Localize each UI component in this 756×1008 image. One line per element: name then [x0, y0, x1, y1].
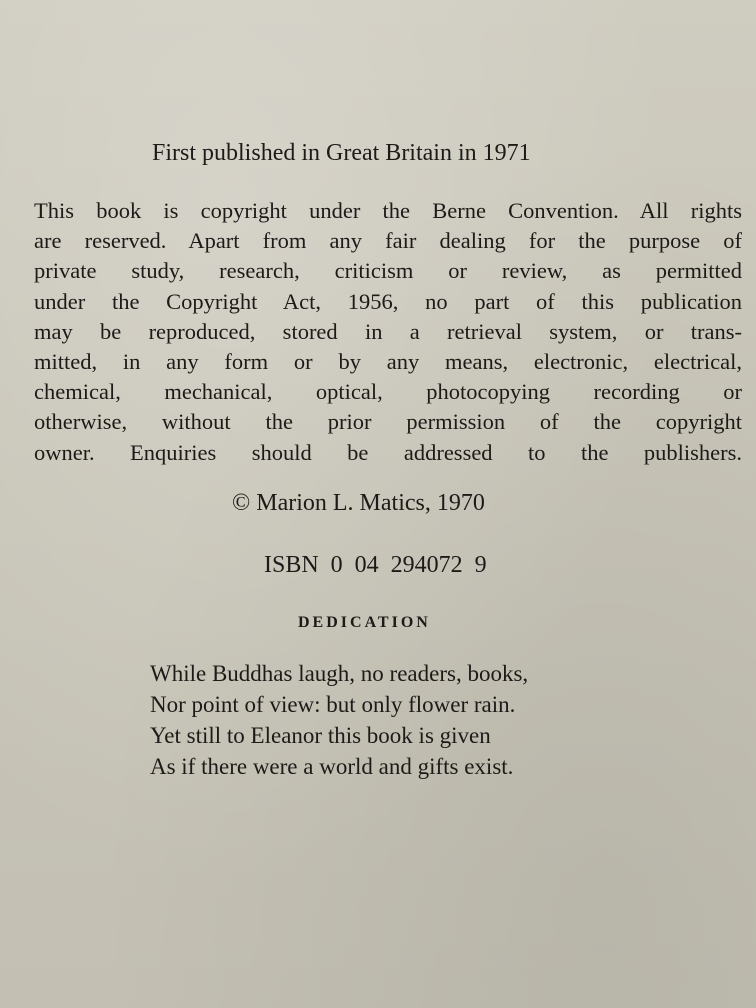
isbn-number: ISBN 0 04 294072 9	[264, 552, 487, 578]
show-through-text	[300, 795, 309, 837]
copyright-holder: © Marion L. Matics, 1970	[232, 490, 485, 516]
verse-line: Nor point of view: but only flower rain.	[150, 692, 516, 717]
verse-line: As if there were a world and gifts exist.	[150, 754, 514, 779]
verse-line: While Buddhas laugh, no readers, books,	[150, 661, 529, 686]
copyright-notice-line: This book is copyright under the Berne Convention. All rights	[34, 198, 742, 223]
copyright-notice	[34, 196, 742, 468]
copyright-notice-line: are reserved. Apart from any fair dealing for the purpose of	[34, 228, 742, 254]
copyright-notice-line: mitted, in any form or by any means, electronic, electrical,	[34, 349, 742, 375]
copyright-notice-line: otherwise, without the prior permission of the copyright	[34, 409, 742, 435]
dedication-verse	[150, 658, 528, 782]
verse-line: Yet still to Eleanor this book is given	[150, 723, 491, 748]
copyright-notice-line: chemical, mechanical, optical, photocopying recording or	[34, 379, 742, 405]
first-published-line: First published in Great Britain in 1971	[152, 140, 531, 166]
show-through-text	[40, 565, 52, 618]
dedication-heading: DEDICATION	[298, 614, 431, 631]
show-through-text	[500, 480, 513, 539]
copyright-notice-line: owner. Enquiries should be addressed to the publishers.	[34, 439, 742, 465]
copyright-notice-line: under the Copyright Act, 1956, no part of this publication	[34, 288, 742, 314]
copyright-notice-line: private study, research, criticism or review, as permitted	[34, 258, 742, 284]
copyright-notice-line: may be reproduced, stored in a retrieval system, or trans-	[34, 318, 742, 344]
